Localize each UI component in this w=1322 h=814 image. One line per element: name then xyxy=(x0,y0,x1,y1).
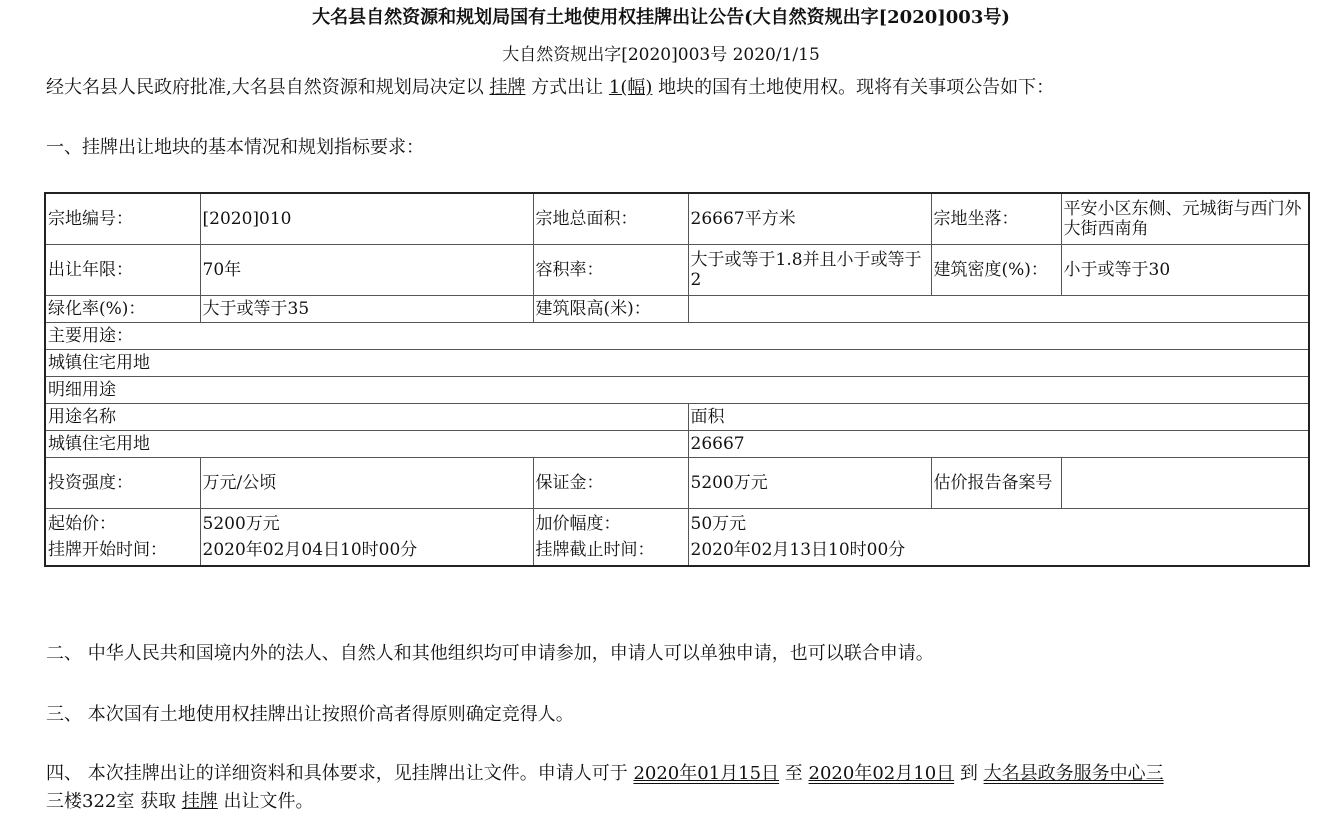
section-4-place: 大名县政务服务中心三 xyxy=(983,763,1164,784)
investment-intensity-label: 投资强度： xyxy=(45,458,200,509)
section-4-paragraph xyxy=(46,762,1164,786)
section-4-end-date: 2020年02月10日 xyxy=(808,763,955,784)
investment-intensity-value: 万元/公顷 xyxy=(200,458,533,509)
start-price-cell xyxy=(45,509,200,567)
land-info-table xyxy=(44,192,1310,567)
section-2-paragraph: 二、 中华人民共和国境内外的法人、自然人和其他组织均可申请参加，申请人可以单独申请，也可以联合申请。 xyxy=(46,643,934,664)
increment-label: 加价幅度： xyxy=(535,514,621,534)
table-row xyxy=(45,431,1309,458)
start-price-label: 起始价： xyxy=(48,514,116,534)
intro-mid: 方式出让 xyxy=(525,77,609,98)
notice-subtitle: 大自然资规出字[2020]003号 2020/1/15 xyxy=(502,45,820,65)
use-area-value: 26667 xyxy=(688,431,1309,458)
use-name-value: 城镇住宅用地 xyxy=(45,431,688,458)
building-density-value: 小于或等于30 xyxy=(1061,245,1309,296)
appraisal-record-value xyxy=(1061,458,1309,509)
use-name-header: 用途名称 xyxy=(45,404,688,431)
use-area-header: 面积 xyxy=(688,404,1309,431)
table-row xyxy=(45,245,1309,296)
increment-value: 50万元 xyxy=(690,514,747,534)
appraisal-record-label: 估价报告备案号 xyxy=(931,458,1061,509)
plot-ratio-label: 容积率： xyxy=(533,245,688,296)
table-row xyxy=(45,350,1309,377)
deposit-label: 保证金： xyxy=(533,458,688,509)
section-3-paragraph: 三、 本次国有土地使用权挂牌出让按照价高者得原则确定竞得人。 xyxy=(46,704,574,725)
intro-method: 挂牌 xyxy=(489,77,526,98)
section-4-line2-method: 挂牌 xyxy=(181,791,218,812)
detailed-use-label: 明细用途 xyxy=(45,377,1309,404)
term-value: 70年 xyxy=(200,245,533,296)
height-limit-label: 建筑限高(米)： xyxy=(533,296,688,323)
section-1-heading: 一、挂牌出让地块的基本情况和规划指标要求： xyxy=(46,137,424,158)
section-4-line-2 xyxy=(46,790,314,814)
main-use-label: 主要用途： xyxy=(45,323,1309,350)
start-price-value-cell xyxy=(200,509,533,567)
listing-start-label: 挂牌开始时间： xyxy=(48,540,167,560)
notice-title: 大名县自然资源和规划局国有土地使用权挂牌出让公告(大自然资规出字[2020]003号) xyxy=(312,7,1010,28)
increment-cell xyxy=(533,509,688,567)
intro-post: 地块的国有土地使用权。现将有关事项公告如下： xyxy=(652,77,1055,98)
listing-end-label: 挂牌截止时间： xyxy=(535,540,655,560)
table-row xyxy=(45,193,1309,245)
total-area-label: 宗地总面积： xyxy=(533,193,688,245)
section-4-line2-pre: 三楼322室 获取 xyxy=(46,791,182,812)
section-4-line2-post: 出让文件。 xyxy=(217,791,314,812)
increment-value-cell xyxy=(688,509,1309,567)
parcel-number-label: 宗地编号： xyxy=(45,193,200,245)
table-row xyxy=(45,296,1309,323)
parcel-number-value: [2020]010 xyxy=(200,193,533,245)
building-density-label: 建筑密度(%)： xyxy=(931,245,1061,296)
table-row xyxy=(45,404,1309,431)
main-use-value: 城镇住宅用地 xyxy=(45,350,1309,377)
table-row xyxy=(45,323,1309,350)
total-area-value: 26667平方米 xyxy=(688,193,931,245)
section-4-to1: 至 xyxy=(779,763,809,784)
table-row xyxy=(45,377,1309,404)
start-price-value: 5200万元 xyxy=(202,514,280,534)
intro-paragraph xyxy=(46,76,1054,100)
table-row xyxy=(45,458,1309,509)
term-label: 出让年限： xyxy=(45,245,200,296)
location-value: 平安小区东侧、元城街与西门外大街西南角 xyxy=(1061,193,1309,245)
deposit-value: 5200万元 xyxy=(688,458,931,509)
height-limit-value xyxy=(688,296,1309,323)
section-4-start-date: 2020年01月15日 xyxy=(633,763,780,784)
intro-pre: 经大名县人民政府批准,大名县自然资源和规划局决定以 xyxy=(46,77,490,98)
green-rate-label: 绿化率(%)： xyxy=(45,296,200,323)
table-row xyxy=(45,509,1309,567)
intro-count: 1(幅) xyxy=(608,77,653,98)
location-label: 宗地坐落： xyxy=(931,193,1061,245)
listing-end-value: 2020年02月13日10时00分 xyxy=(690,540,906,560)
section-4-pre: 四、 本次挂牌出让的详细资料和具体要求，见挂牌出让文件。申请人可于 xyxy=(46,763,634,784)
plot-ratio-value: 大于或等于1.8并且小于或等于2 xyxy=(688,245,931,296)
listing-start-value: 2020年02月04日10时00分 xyxy=(202,540,418,560)
green-rate-value: 大于或等于35 xyxy=(200,296,533,323)
section-4-to2: 到 xyxy=(954,763,984,784)
